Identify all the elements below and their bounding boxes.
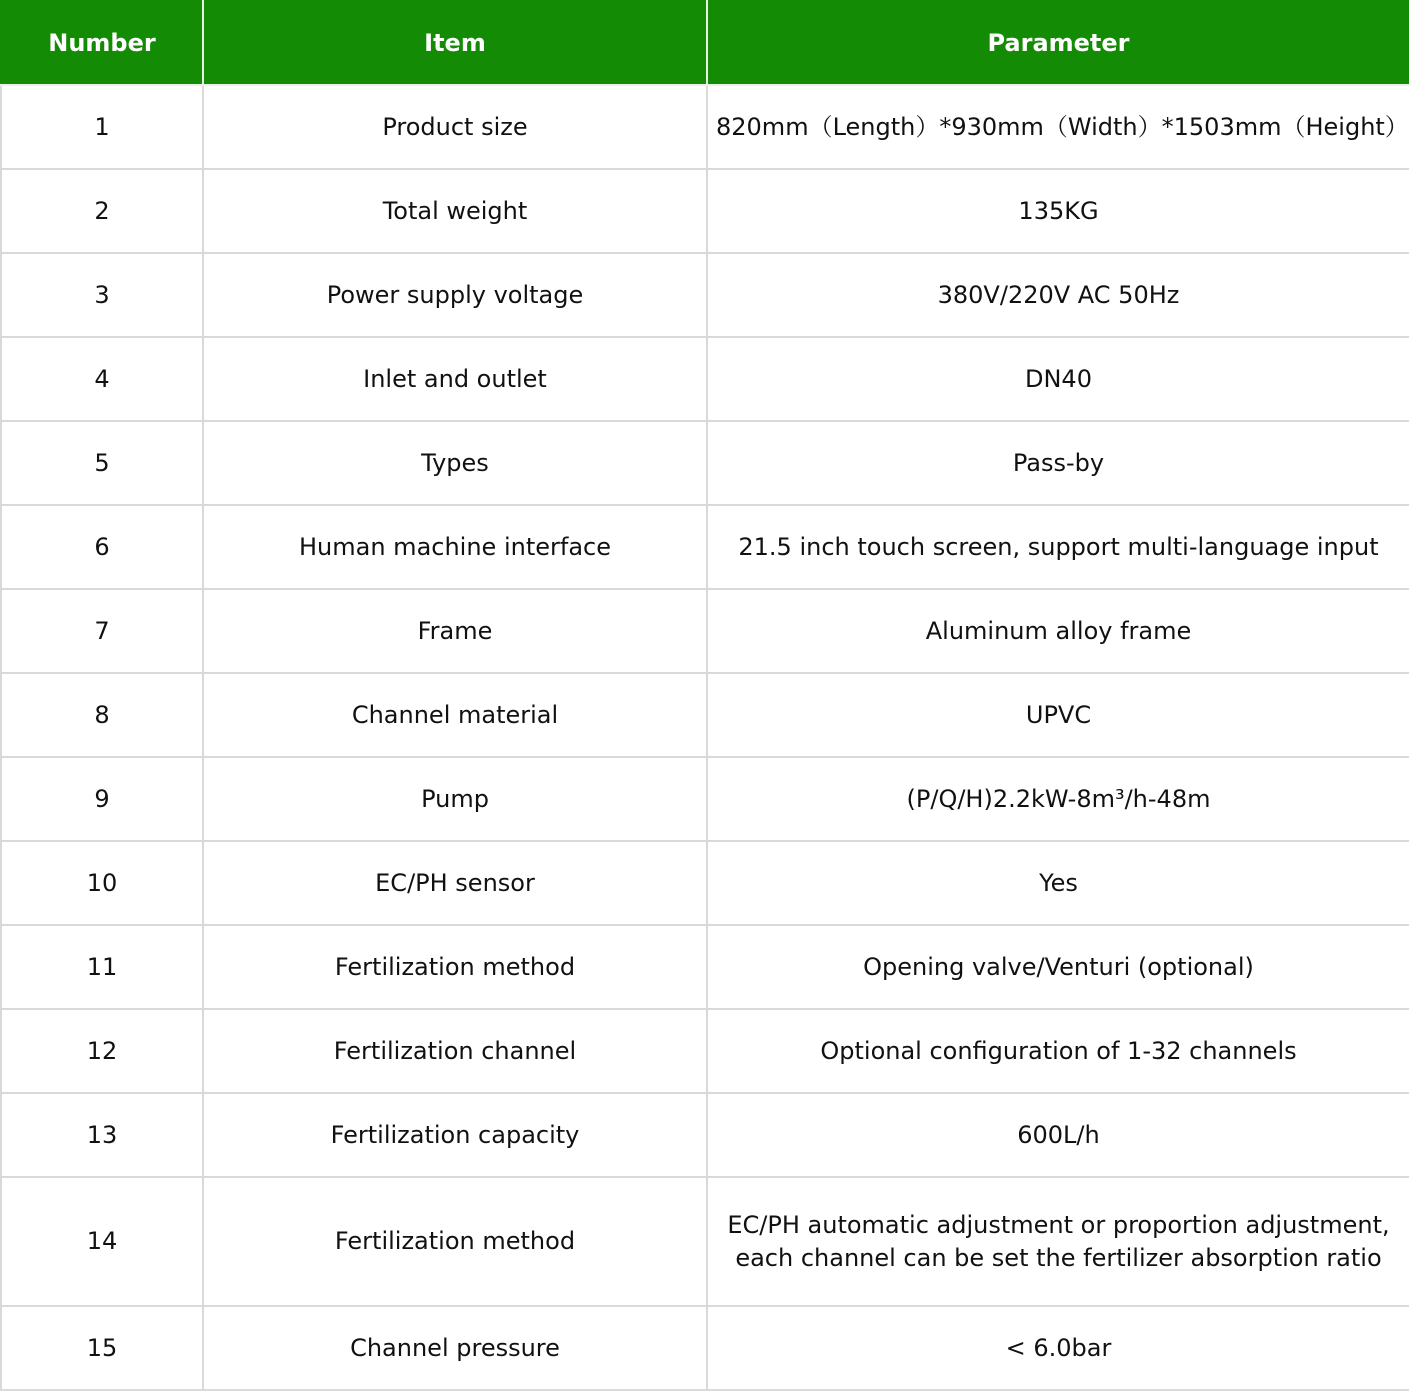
table-row (1, 421, 1409, 505)
table-row (1, 1306, 1409, 1390)
row-number: 9 (1, 757, 203, 841)
row-number: 3 (1, 253, 203, 337)
table-row (1, 1093, 1409, 1177)
row-number: 5 (1, 421, 203, 505)
row-number: 14 (1, 1177, 203, 1306)
row-number: 2 (1, 169, 203, 253)
row-parameter: Optional configuration of 1-32 channels (707, 1009, 1409, 1093)
row-parameter: Pass-by (707, 421, 1409, 505)
row-parameter: DN40 (707, 337, 1409, 421)
row-number: 13 (1, 1093, 203, 1177)
row-item: Fertilization channel (203, 1009, 707, 1093)
row-item: Types (203, 421, 707, 505)
row-parameter: Yes (707, 841, 1409, 925)
table-row (1, 757, 1409, 841)
table-row (1, 673, 1409, 757)
row-number: 8 (1, 673, 203, 757)
row-item: Fertilization method (203, 1177, 707, 1306)
row-number: 4 (1, 337, 203, 421)
row-item: Inlet and outlet (203, 337, 707, 421)
table-row (1, 589, 1409, 673)
row-item: Frame (203, 589, 707, 673)
row-item: Human machine interface (203, 505, 707, 589)
row-parameter: (P/Q/H)2.2kW-8m³/h-48m (707, 757, 1409, 841)
row-parameter: 600L/h (707, 1093, 1409, 1177)
table-row (1, 841, 1409, 925)
table-row (1, 1177, 1409, 1306)
row-item: Fertilization method (203, 925, 707, 1009)
header-parameter: Parameter (707, 1, 1409, 85)
parameter-line: each channel can be set the fertilizer absorption ratio (735, 1243, 1382, 1272)
row-item: Total weight (203, 169, 707, 253)
row-number: 15 (1, 1306, 203, 1390)
table-row (1, 505, 1409, 589)
row-item: Fertilization capacity (203, 1093, 707, 1177)
row-item: Channel material (203, 673, 707, 757)
row-item: Power supply voltage (203, 253, 707, 337)
header-number: Number (1, 1, 203, 85)
header-row (1, 1, 1409, 85)
row-parameter: 820mm（Length）*930mm（Width）*1503mm（Height） (707, 85, 1409, 169)
row-number: 11 (1, 925, 203, 1009)
row-item: Pump (203, 757, 707, 841)
row-item: Product size (203, 85, 707, 169)
row-parameter: < 6.0bar (707, 1306, 1409, 1390)
table-row (1, 169, 1409, 253)
row-item: EC/PH sensor (203, 841, 707, 925)
row-parameter: 380V/220V AC 50Hz (707, 253, 1409, 337)
row-parameter: Aluminum alloy frame (707, 589, 1409, 673)
row-number: 10 (1, 841, 203, 925)
row-number: 6 (1, 505, 203, 589)
row-parameter: UPVC (707, 673, 1409, 757)
parameter-line: EC/PH automatic adjustment or proportion adjustment, (727, 1210, 1390, 1239)
table-row (1, 925, 1409, 1009)
row-number: 12 (1, 1009, 203, 1093)
table-row (1, 85, 1409, 169)
row-parameter: 135KG (707, 169, 1409, 253)
row-item: Channel pressure (203, 1306, 707, 1390)
table-row (1, 253, 1409, 337)
row-number: 7 (1, 589, 203, 673)
row-parameter: Opening valve/Venturi (optional) (707, 925, 1409, 1009)
row-number: 1 (1, 85, 203, 169)
table-row (1, 1009, 1409, 1093)
header-item: Item (203, 1, 707, 85)
row-parameter (707, 1177, 1409, 1306)
table-row (1, 337, 1409, 421)
row-parameter: 21.5 inch touch screen, support multi-language input (707, 505, 1409, 589)
